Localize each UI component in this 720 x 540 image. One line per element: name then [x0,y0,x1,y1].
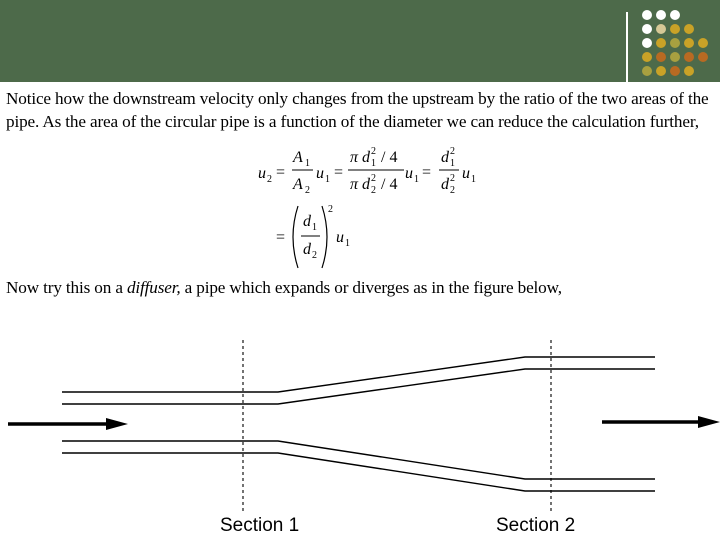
eq-sub: 1 [312,222,317,233]
eq-sup: 2 [371,173,376,184]
eq-equals: = [334,164,344,181]
eq-sup: 2 [328,204,333,215]
upper-wall-outer [62,357,655,392]
eq-u: u [336,229,344,246]
paragraph-2-suffix: a pipe which expands or diverges as in the figure below, [180,278,562,297]
eq-A: A [293,149,303,166]
eq-slash4: / 4 [381,176,398,193]
eq-u: u [462,165,470,182]
eq-u: u [316,165,324,182]
eq-sub: 2 [371,185,376,196]
eq-d: d [303,213,311,230]
eq-equals: = [276,229,286,246]
eq-d: d [362,176,370,193]
eq-sub: 1 [371,158,376,169]
eq-sup: 2 [371,146,376,157]
upper-wall-inner [62,369,655,404]
eq-sub: 2 [267,174,272,185]
outflow-arrow [602,416,720,428]
eq-sub: 2 [450,185,455,196]
eq-u: u [258,165,266,182]
eq-sub: 1 [345,238,350,249]
eq-equals: = [422,164,432,181]
lower-wall-outer [62,453,655,491]
eq-slash4: / 4 [381,149,398,166]
lower-wall-inner [62,441,655,479]
eq-pi: π [350,149,359,166]
eq-d: d [441,176,449,193]
inflow-arrow [8,418,128,430]
eq-sub: 1 [414,174,419,185]
eq-d: d [362,149,370,166]
eq-u: u [405,165,413,182]
paragraph-2-prefix: Now try this on a [6,278,127,297]
eq-sub: 1 [450,158,455,169]
eq-sub: 1 [325,174,330,185]
eq-pi: π [350,176,359,193]
eq-sub: 2 [305,185,310,196]
eq-d: d [441,149,449,166]
eq-equals: = [276,164,286,181]
eq-sub: 2 [312,250,317,261]
section-2-label: Section 2 [496,515,576,536]
paragraph-2-italic-term: diffuser, [126,278,181,297]
eq-d: d [303,241,311,258]
eq-sub: 1 [305,158,310,169]
eq-sub: 1 [471,174,476,185]
paragraph-1-line-1: Notice how the downstream velocity only changes from the upstream by the ratio of the two areas of the [6,89,709,108]
eq-sup: 2 [450,146,455,157]
eq-sup: 2 [450,173,455,184]
section-1-label: Section 1 [220,515,300,536]
eq-A: A [293,176,303,193]
paragraph-1-line-2: pipe. As the area of the circular pipe is a function of the diameter we can reduce the calculation further, [6,112,699,131]
